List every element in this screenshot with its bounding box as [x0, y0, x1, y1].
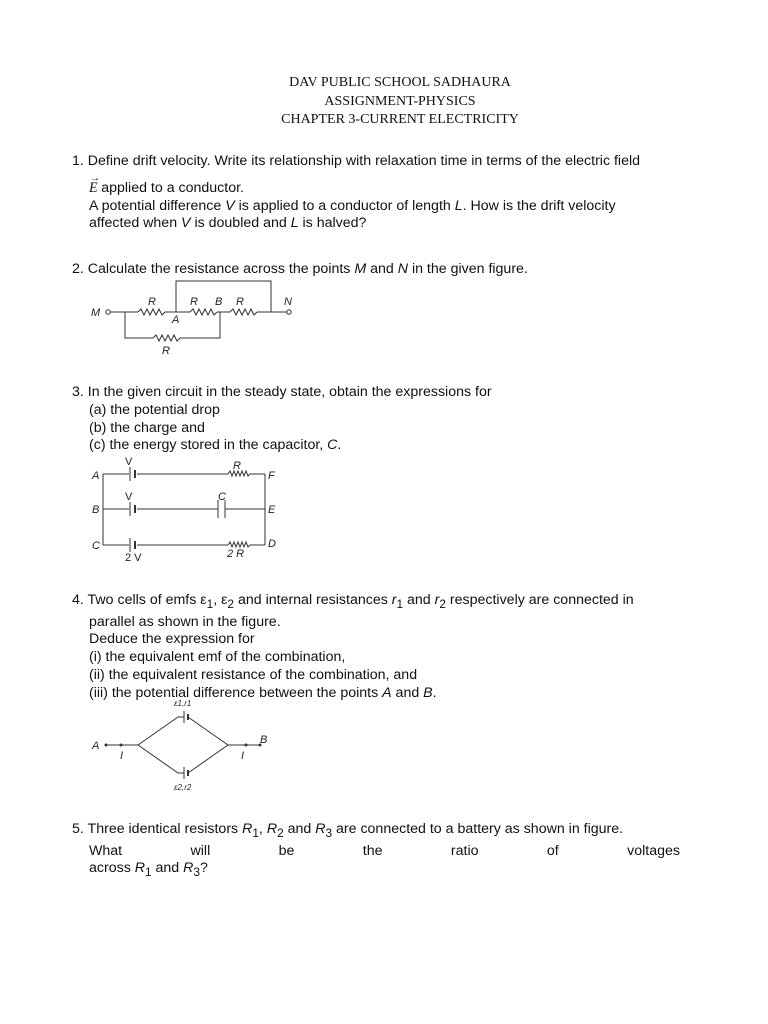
q2-label-n: N: [284, 296, 292, 308]
q3-number: 3.: [72, 384, 84, 400]
assignment-title: ASSIGNMENT-PHYSICS: [324, 94, 476, 109]
q3-label-v1: V: [125, 456, 133, 468]
e-letter: E: [89, 179, 98, 196]
question-5: [72, 821, 680, 882]
q1-l3c: . How is the drift velocity: [462, 197, 616, 214]
q3-label-v2: V: [125, 491, 133, 503]
q4-l1s4: 2: [439, 596, 446, 611]
q2-label-r1: R: [148, 296, 156, 308]
q1-number: 1.: [72, 153, 84, 169]
q3-line-1: In the given circuit in the steady state, obtain the expressions for: [87, 384, 492, 400]
q5-r3: R: [315, 821, 326, 837]
q5-l3r3: R: [183, 860, 194, 877]
q2-tb: and: [366, 261, 398, 277]
q5-line-2: [72, 843, 680, 861]
q4-l1s1: 1: [206, 596, 214, 611]
chapter-title: CHAPTER 3-CURRENT ELECTRICITY: [281, 112, 519, 127]
q2-label-r2: R: [190, 296, 198, 308]
q5-s2: 2: [277, 825, 284, 840]
q1-l4a: affected when: [89, 215, 182, 232]
q5-word-7: voltages: [627, 842, 680, 859]
question-1: [72, 153, 680, 233]
q4-part-i: (i) the equivalent emf of the combination,: [89, 649, 346, 666]
q4-l1e: respectively are connected in: [445, 592, 634, 608]
q5-s3: 3: [325, 825, 333, 840]
q3-label-f: F: [268, 470, 275, 482]
resistor-3: [230, 309, 257, 315]
q4-iiiB: B: [423, 684, 433, 701]
q4-line-2: parallel as shown in the figure.: [89, 613, 281, 630]
q5-s1: 1: [252, 825, 259, 840]
q4-iii1: (iii) the potential difference between the points: [89, 684, 383, 701]
q2-circuit-figure: [88, 278, 308, 360]
q1-l4l: L: [290, 215, 299, 232]
q4-label-bottom: ε2,r2: [174, 783, 192, 792]
q3-c1: (c) the energy stored in the capacitor,: [89, 437, 328, 454]
q5-number: 5.: [72, 821, 84, 837]
q4-iii2: and: [391, 684, 424, 701]
lower-branch: [138, 745, 228, 773]
electric-field-symbol: [89, 172, 101, 196]
q3-label-r: R: [233, 460, 241, 472]
q3-label-a: A: [92, 470, 100, 482]
q3-circuit-figure: [88, 455, 288, 567]
q4-label-a: A: [92, 740, 100, 752]
q2-label-b: B: [215, 296, 223, 308]
q3-c3: .: [337, 437, 342, 454]
question-2: [72, 261, 680, 279]
q4-label-b: B: [260, 734, 268, 746]
q4-label-i-right: I: [241, 750, 245, 762]
q3-label-e: E: [268, 504, 276, 516]
q2-label-r4: R: [162, 345, 170, 357]
q4-label-top: ε1,r1: [174, 699, 192, 708]
q4-l1s3: 1: [396, 596, 404, 611]
q5-word-1: What: [89, 842, 123, 859]
q4-l1c: and internal resistances: [234, 592, 392, 608]
q1-l4c: is halved?: [298, 215, 367, 232]
q2-tc: in the given figure.: [408, 261, 528, 277]
q5-l3r1: R: [134, 860, 145, 877]
q1-line-2: applied to a conductor.: [101, 179, 244, 196]
q3-label-cap: C: [218, 491, 226, 503]
question-4: [72, 592, 680, 703]
q5-l3s3: 3: [193, 865, 200, 880]
q1-l3a: A potential difference: [89, 197, 226, 214]
question-3: [72, 384, 680, 455]
q4-circuit-figure: [88, 697, 278, 797]
junction-left: [120, 744, 123, 747]
q5-l1a: Three identical resistors: [87, 821, 243, 837]
resistor-2: [190, 309, 217, 315]
q4-part-ii: (ii) the equivalent resistance of the combination, and: [89, 667, 418, 684]
school-name: DAV PUBLIC SCHOOL SADHAURA: [289, 75, 511, 90]
q5-l3s1: 1: [144, 865, 152, 880]
q3-label-2r: 2 R: [227, 548, 245, 560]
q4-l1a: Two cells of emfs ε: [87, 592, 207, 608]
q4-l1b: , ε: [213, 592, 228, 608]
q5-r1: R: [242, 821, 253, 837]
q3-c2: C: [327, 437, 338, 454]
q2-number: 2.: [72, 261, 84, 277]
q2-label-m: M: [91, 307, 101, 319]
q2-tm: M: [354, 261, 367, 277]
q2-label-a: A: [172, 314, 180, 326]
q1-line-1: Define drift velocity. Write its relationship with relaxation time in terms of the electric field: [87, 153, 641, 169]
q1-l4b: is doubled and: [190, 215, 291, 232]
q5-l3a: across: [89, 860, 135, 877]
resistor-1: [138, 309, 165, 315]
q3-part-a: (a) the potential drop: [89, 401, 220, 418]
q2-ta: Calculate the resistance across the points: [87, 261, 355, 277]
q5-c1: ,: [258, 821, 267, 837]
q4-label-i-left: I: [120, 750, 124, 762]
terminal-m: [106, 310, 110, 314]
q5-r2: R: [266, 821, 278, 837]
q2-label-r3: R: [236, 296, 244, 308]
q4-number: 4.: [72, 592, 84, 608]
q5-and: and: [283, 821, 316, 837]
q3-label-d: D: [268, 538, 276, 550]
q4-l1d: and: [403, 592, 435, 608]
q1-l3v: V: [225, 197, 235, 214]
q3-label-c: C: [92, 540, 100, 552]
terminal-n: [287, 310, 291, 314]
q2-tn: N: [397, 261, 408, 277]
resistor-2r: [228, 542, 250, 547]
q3-label-2v: 2 V: [125, 552, 142, 564]
q5-l3and: and: [151, 860, 184, 877]
q1-l3b: is applied to a conductor of length: [234, 197, 455, 214]
q1-l4v: V: [181, 215, 191, 232]
q5-word-5: ratio: [450, 842, 479, 859]
q3-label-b: B: [92, 504, 100, 516]
q4-l1r: r: [391, 592, 397, 608]
q5-l1b: are connected to a battery as shown in figure.: [332, 821, 624, 837]
junction-right: [245, 744, 248, 747]
q4-iii3: .: [432, 684, 437, 701]
resistor-4: [153, 335, 180, 341]
q4-l1s2: 2: [227, 596, 235, 611]
q3-part-b: (b) the charge and: [89, 419, 205, 436]
vector-arrow-icon: →: [90, 172, 100, 184]
upper-branch: [138, 717, 228, 745]
q4-line-3: Deduce the expression for: [89, 631, 255, 648]
q5-word-4: the: [362, 842, 383, 859]
q5-word-3: be: [278, 842, 295, 859]
q5-word-2: will: [190, 842, 211, 859]
q1-l3l: L: [454, 197, 463, 214]
q4-l1r2: r: [434, 592, 440, 608]
q4-iiiA: A: [382, 684, 392, 701]
q5-word-6: of: [546, 842, 559, 859]
q5-l3q: ?: [199, 860, 208, 877]
